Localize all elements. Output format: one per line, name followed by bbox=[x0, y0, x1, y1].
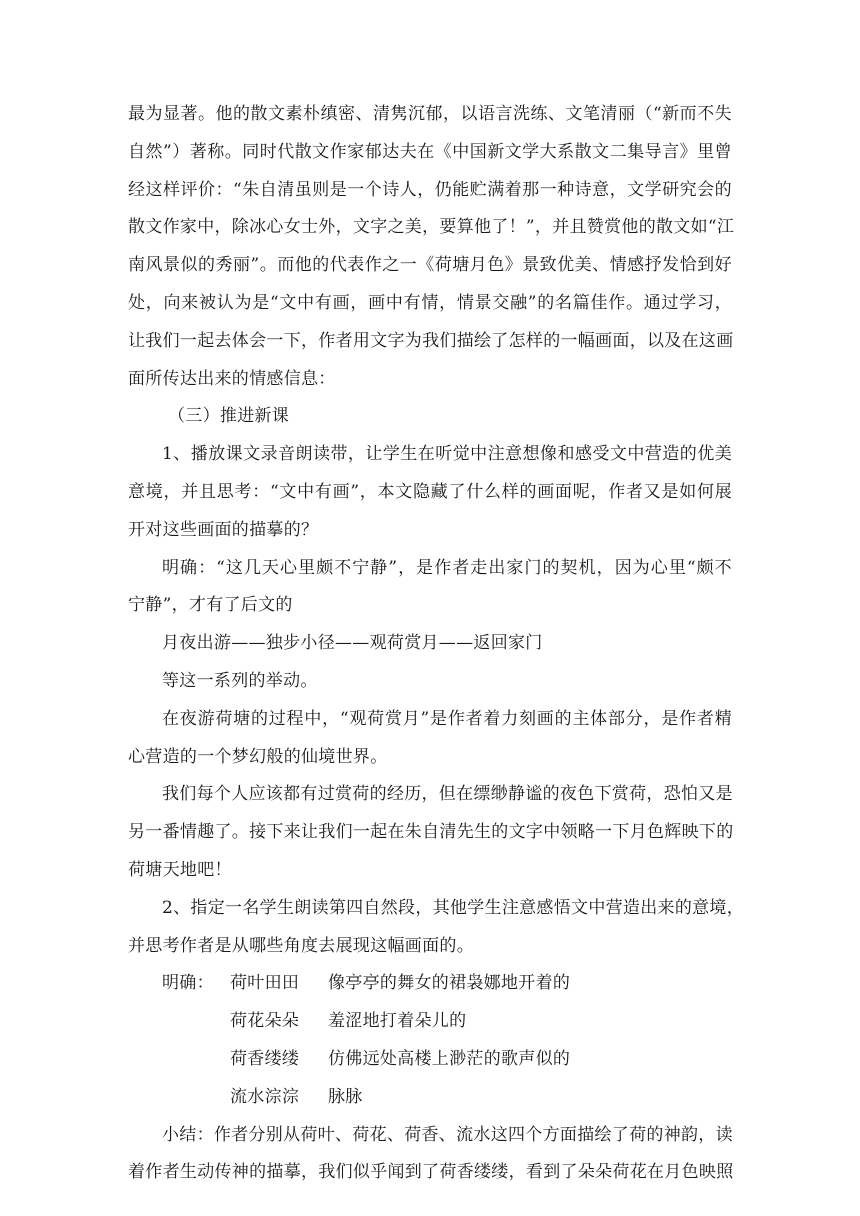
text-line: 2、指定一名学生朗读第四自然段，其他学生注意感悟文中营造出来的意境， bbox=[162, 897, 745, 918]
text-line: 处，向来被认为是“文中有画，画中有情，情景交融”的名篇佳作。通过学习， bbox=[128, 292, 732, 313]
text-line: 南风景似的秀丽”。而他的代表作之一《荷塘月色》景致优美、情感抒发恰到好 bbox=[128, 255, 732, 276]
section-heading: （三）推进新课 bbox=[168, 406, 290, 427]
table-row bbox=[128, 1041, 732, 1079]
text-line: 经这样评价：“朱自清虽则是一个诗人，仍能贮满着那一种诗意，文学研究会的 bbox=[128, 179, 732, 200]
table-row bbox=[128, 1079, 732, 1117]
paragraph-intro bbox=[128, 96, 735, 398]
table-term: 荷花朵朵 bbox=[230, 1011, 300, 1032]
text-line: 让我们一起去体会一下，作者用文字为我们描绘了怎样的一幅画面，以及在这画 bbox=[128, 330, 734, 351]
document-page bbox=[128, 96, 745, 1192]
text-line: 在夜游荷塘的过程中，“观荷赏月”是作者着力刻画的主体部分，是作者精 bbox=[162, 708, 732, 729]
text-line: 明确：“这几天心里颇不宁静”，是作者走出家门的契机，因为心里“颇不 bbox=[162, 557, 732, 578]
text-line: 并思考作者是从哪些角度去展现这幅画面的。 bbox=[128, 935, 474, 956]
sequence-line: 月夜出游——独步小径——观荷赏月——返回家门 bbox=[162, 633, 543, 654]
paragraph-main-part bbox=[128, 701, 732, 777]
text-line: 宁静”，才有了后文的 bbox=[128, 595, 293, 616]
table-desc: 脉脉 bbox=[328, 1086, 363, 1107]
text-line: 荷塘天地吧！ bbox=[128, 859, 232, 880]
imagery-table bbox=[128, 965, 732, 1116]
text-line: 自然”）著称。同时代散文作家郁达夫在《中国新文学大系散文二集导言》里曾 bbox=[128, 141, 732, 162]
text-line: 着作者生动传神的描摹，我们似乎闻到了荷香缕缕，看到了朵朵荷花在月色映照 bbox=[128, 1162, 734, 1183]
text-line: 另一番情趣了。接下来让我们一起在朱自清先生的文字中领略一下月色辉映下的 bbox=[128, 822, 734, 843]
text-line: 面所传达出来的情感信息： bbox=[128, 368, 336, 389]
text-line: 等这一系列的举动。 bbox=[162, 670, 318, 691]
text-line: 小结：作者分别从荷叶、荷花、荷香、流水这四个方面描绘了荷的神韵，读 bbox=[162, 1124, 733, 1145]
table-row bbox=[128, 1003, 732, 1041]
paragraph-step-1 bbox=[128, 436, 732, 549]
table-desc: 像亭亭的舞女的裙袅娜地开着的 bbox=[328, 973, 571, 994]
text-line: 1、播放课文录音朗读带，让学生在听觉中注意想像和感受文中营造的优美 bbox=[162, 444, 732, 465]
paragraph-answer-1 bbox=[128, 550, 732, 626]
table-lead-label: 明确： bbox=[162, 973, 214, 994]
table-term: 荷叶田田 bbox=[230, 973, 300, 994]
text-line: 最为显著。他的散文素朴缜密、清隽沉郁，以语言洗练、文笔清丽（“新而不失 bbox=[128, 104, 732, 124]
text-line: 心营造的一个梦幻般的仙境世界。 bbox=[128, 746, 388, 767]
paragraph-step-2 bbox=[128, 890, 745, 966]
text-line: 我们每个人应该都有过赏荷的经历，但在缥缈静谧的夜色下赏荷，恐怕又是 bbox=[162, 784, 733, 805]
table-term: 流水淙淙 bbox=[230, 1086, 300, 1107]
table-term: 荷香缕缕 bbox=[230, 1048, 300, 1069]
table-row bbox=[128, 965, 732, 1003]
table-desc: 仿佛远处高楼上渺茫的歌声似的 bbox=[328, 1048, 571, 1069]
table-desc: 羞涩地打着朵儿的 bbox=[328, 1011, 467, 1032]
text-line: 开对这些画面的描摹的？ bbox=[128, 519, 319, 540]
text-line: 散文作家中，除冰心女士外，文字之美，要算他了！”，并且赞赏他的散文如“江 bbox=[128, 217, 735, 238]
paragraph-appreciation bbox=[128, 776, 732, 889]
text-line: 意境，并且思考：“文中有画”，本文隐藏了什么样的画面呢，作者又是如何展 bbox=[128, 481, 732, 502]
paragraph-summary bbox=[128, 1117, 732, 1193]
